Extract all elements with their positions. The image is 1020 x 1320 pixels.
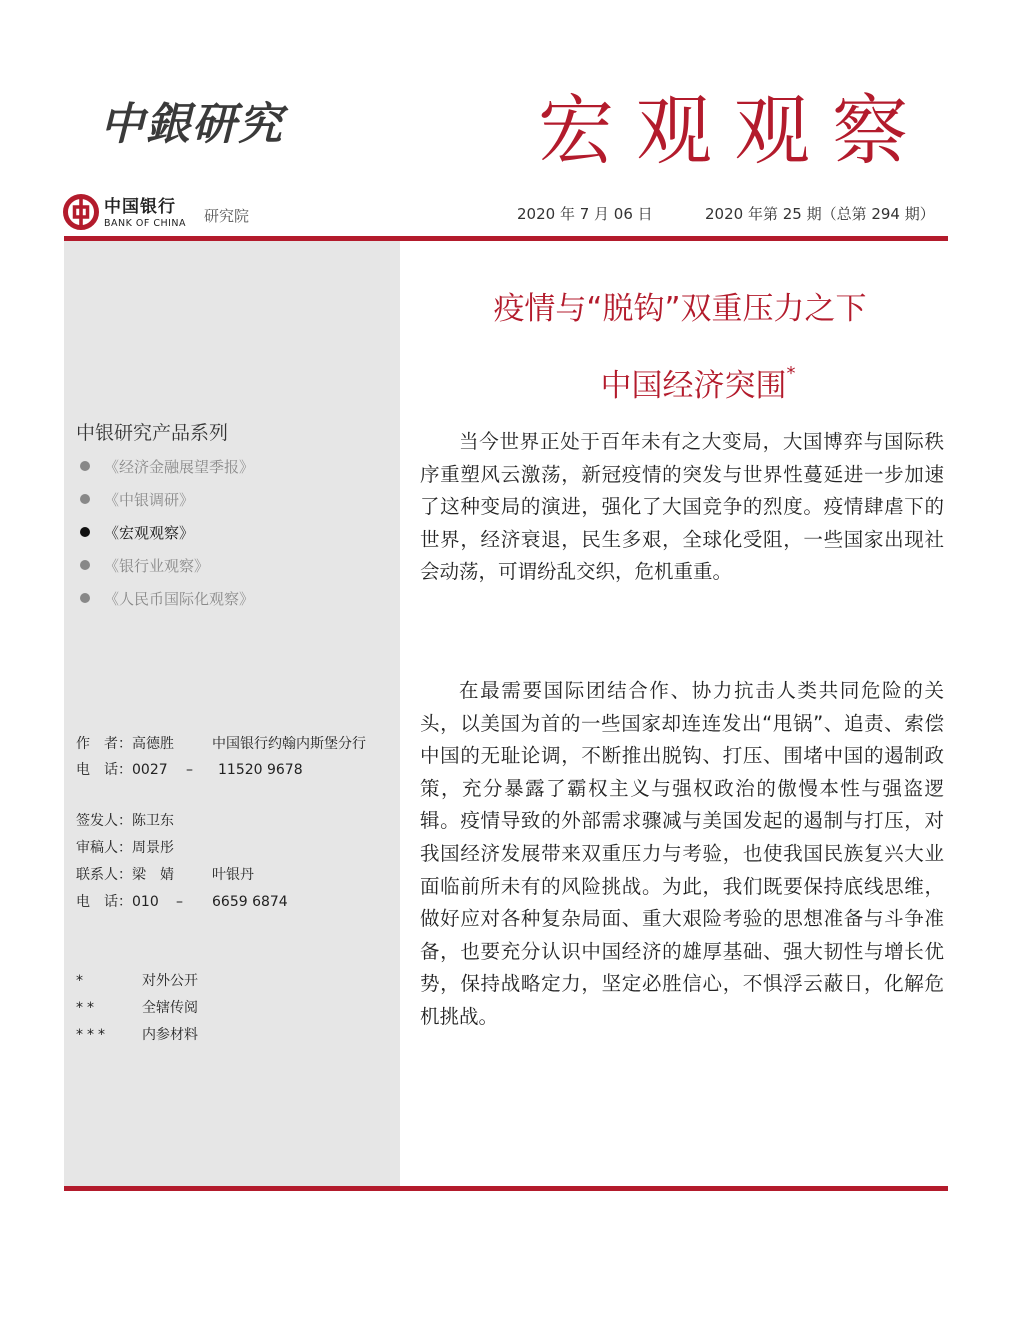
- bullet-icon: [80, 527, 90, 537]
- series-item: 《人民币国际化观察》: [76, 588, 254, 621]
- institute-label: 研究院: [204, 207, 250, 225]
- contact-phone-line: 电 话：010 – 6659 6874: [76, 894, 288, 910]
- bullet-icon: [80, 461, 90, 471]
- series-item: 《经济金融展望季报》: [76, 456, 254, 489]
- footnote-mark: *: [786, 362, 796, 384]
- article-title-line-1: 疫情与“脱钩”双重压力之下: [493, 291, 867, 327]
- bank-of-china-logo-icon: [63, 194, 99, 230]
- contact-line: 联系人：梁 婧 叶银丹: [76, 864, 254, 884]
- article-title-line-2: 中国经济突围*: [600, 362, 796, 404]
- issuer-line: 签发人：陈卫东: [76, 810, 174, 830]
- bank-name-cn: 中国银行: [104, 197, 176, 217]
- classification-legend-item: *** 内参材料: [76, 1027, 198, 1043]
- bullet-icon: [80, 494, 90, 504]
- author-phone: 11520 9678: [218, 762, 303, 778]
- contact-name: 叶银丹: [212, 867, 254, 883]
- issuer-name: 陈卫东: [132, 813, 174, 829]
- series-item: 《银行业观察》: [76, 555, 254, 588]
- series-title: 中银研究产品系列: [76, 422, 229, 444]
- masthead-title: 宏观观察: [538, 86, 930, 175]
- bottom-divider: [64, 1186, 948, 1191]
- bullet-icon: [80, 560, 90, 570]
- sidebar-panel: [64, 241, 400, 1186]
- author-affiliation: 中国银行约翰内斯堡分行: [212, 736, 366, 752]
- brand-calligraphy-logo: 中銀研究: [100, 99, 284, 150]
- series-item-active: 《宏观观察》: [76, 522, 254, 555]
- contact-name: 梁 婧: [132, 867, 174, 883]
- author-name: 高德胜: [132, 736, 174, 752]
- reviewer-line: 审稿人：周景彤: [76, 837, 174, 857]
- bullet-icon: [80, 593, 90, 603]
- contact-phone: 6659 6874: [212, 894, 288, 910]
- author-phone-line: 电 话：0027 – 11520 9678: [76, 762, 303, 778]
- article-paragraph: 当今世界正处于百年未有之大变局，大国博弈与国际秩序重塑风云激荡，新冠疫情的突发与世界性蔓延进一步加速了这种变局的演进，强化了大国竞争的烈度。疫情肆虐下的世界，经济衰退，民生多艰，全球化受阻，一些国家出现社会动荡，可谓纷乱交织，危机重重。: [420, 430, 944, 584]
- reviewer-name: 周景彤: [132, 840, 174, 856]
- issue-number: 2020 年第 25 期（总第 294 期）: [705, 205, 935, 223]
- bank-name-en: BANK OF CHINA: [104, 218, 187, 229]
- series-item: 《中银调研》: [76, 489, 254, 522]
- issue-date: 2020 年 7 月 06 日: [517, 205, 653, 223]
- classification-legend-item: ** 全辖传阅: [76, 1000, 198, 1016]
- author-line: 作 者：高德胜 中国银行约翰内斯堡分行: [76, 733, 366, 753]
- article-paragraph: 在最需要国际团结合作、协力抗击人类共同危险的关头，以美国为首的一些国家却连连发出“甩锅”、追责、索偿中国的无耻论调，不断推出脱钩、打压、围堵中国的遏制政策，充分暴露了霸权主义与强权政治的傲慢本性与强盗逻辑。疫情导致的外部需求骤减与美国发起的遏制与打压，对我国经济发展带来双重压力与考验，也使我国民族复兴大业面临前所未有的风险挑战。为此，我们既要保持底线思维，做好应对各种复杂局面、重大艰险考验的思想准备与斗争准备，也要充分认识中国经济的雄厚基础、强大韧性与增长优势，保持战略定力，坚定必胜信心，不惧浮云蔽日，化解危机挑战。: [420, 679, 944, 1028]
- series-list: [76, 456, 254, 621]
- classification-legend-item: * 对外公开: [76, 973, 198, 989]
